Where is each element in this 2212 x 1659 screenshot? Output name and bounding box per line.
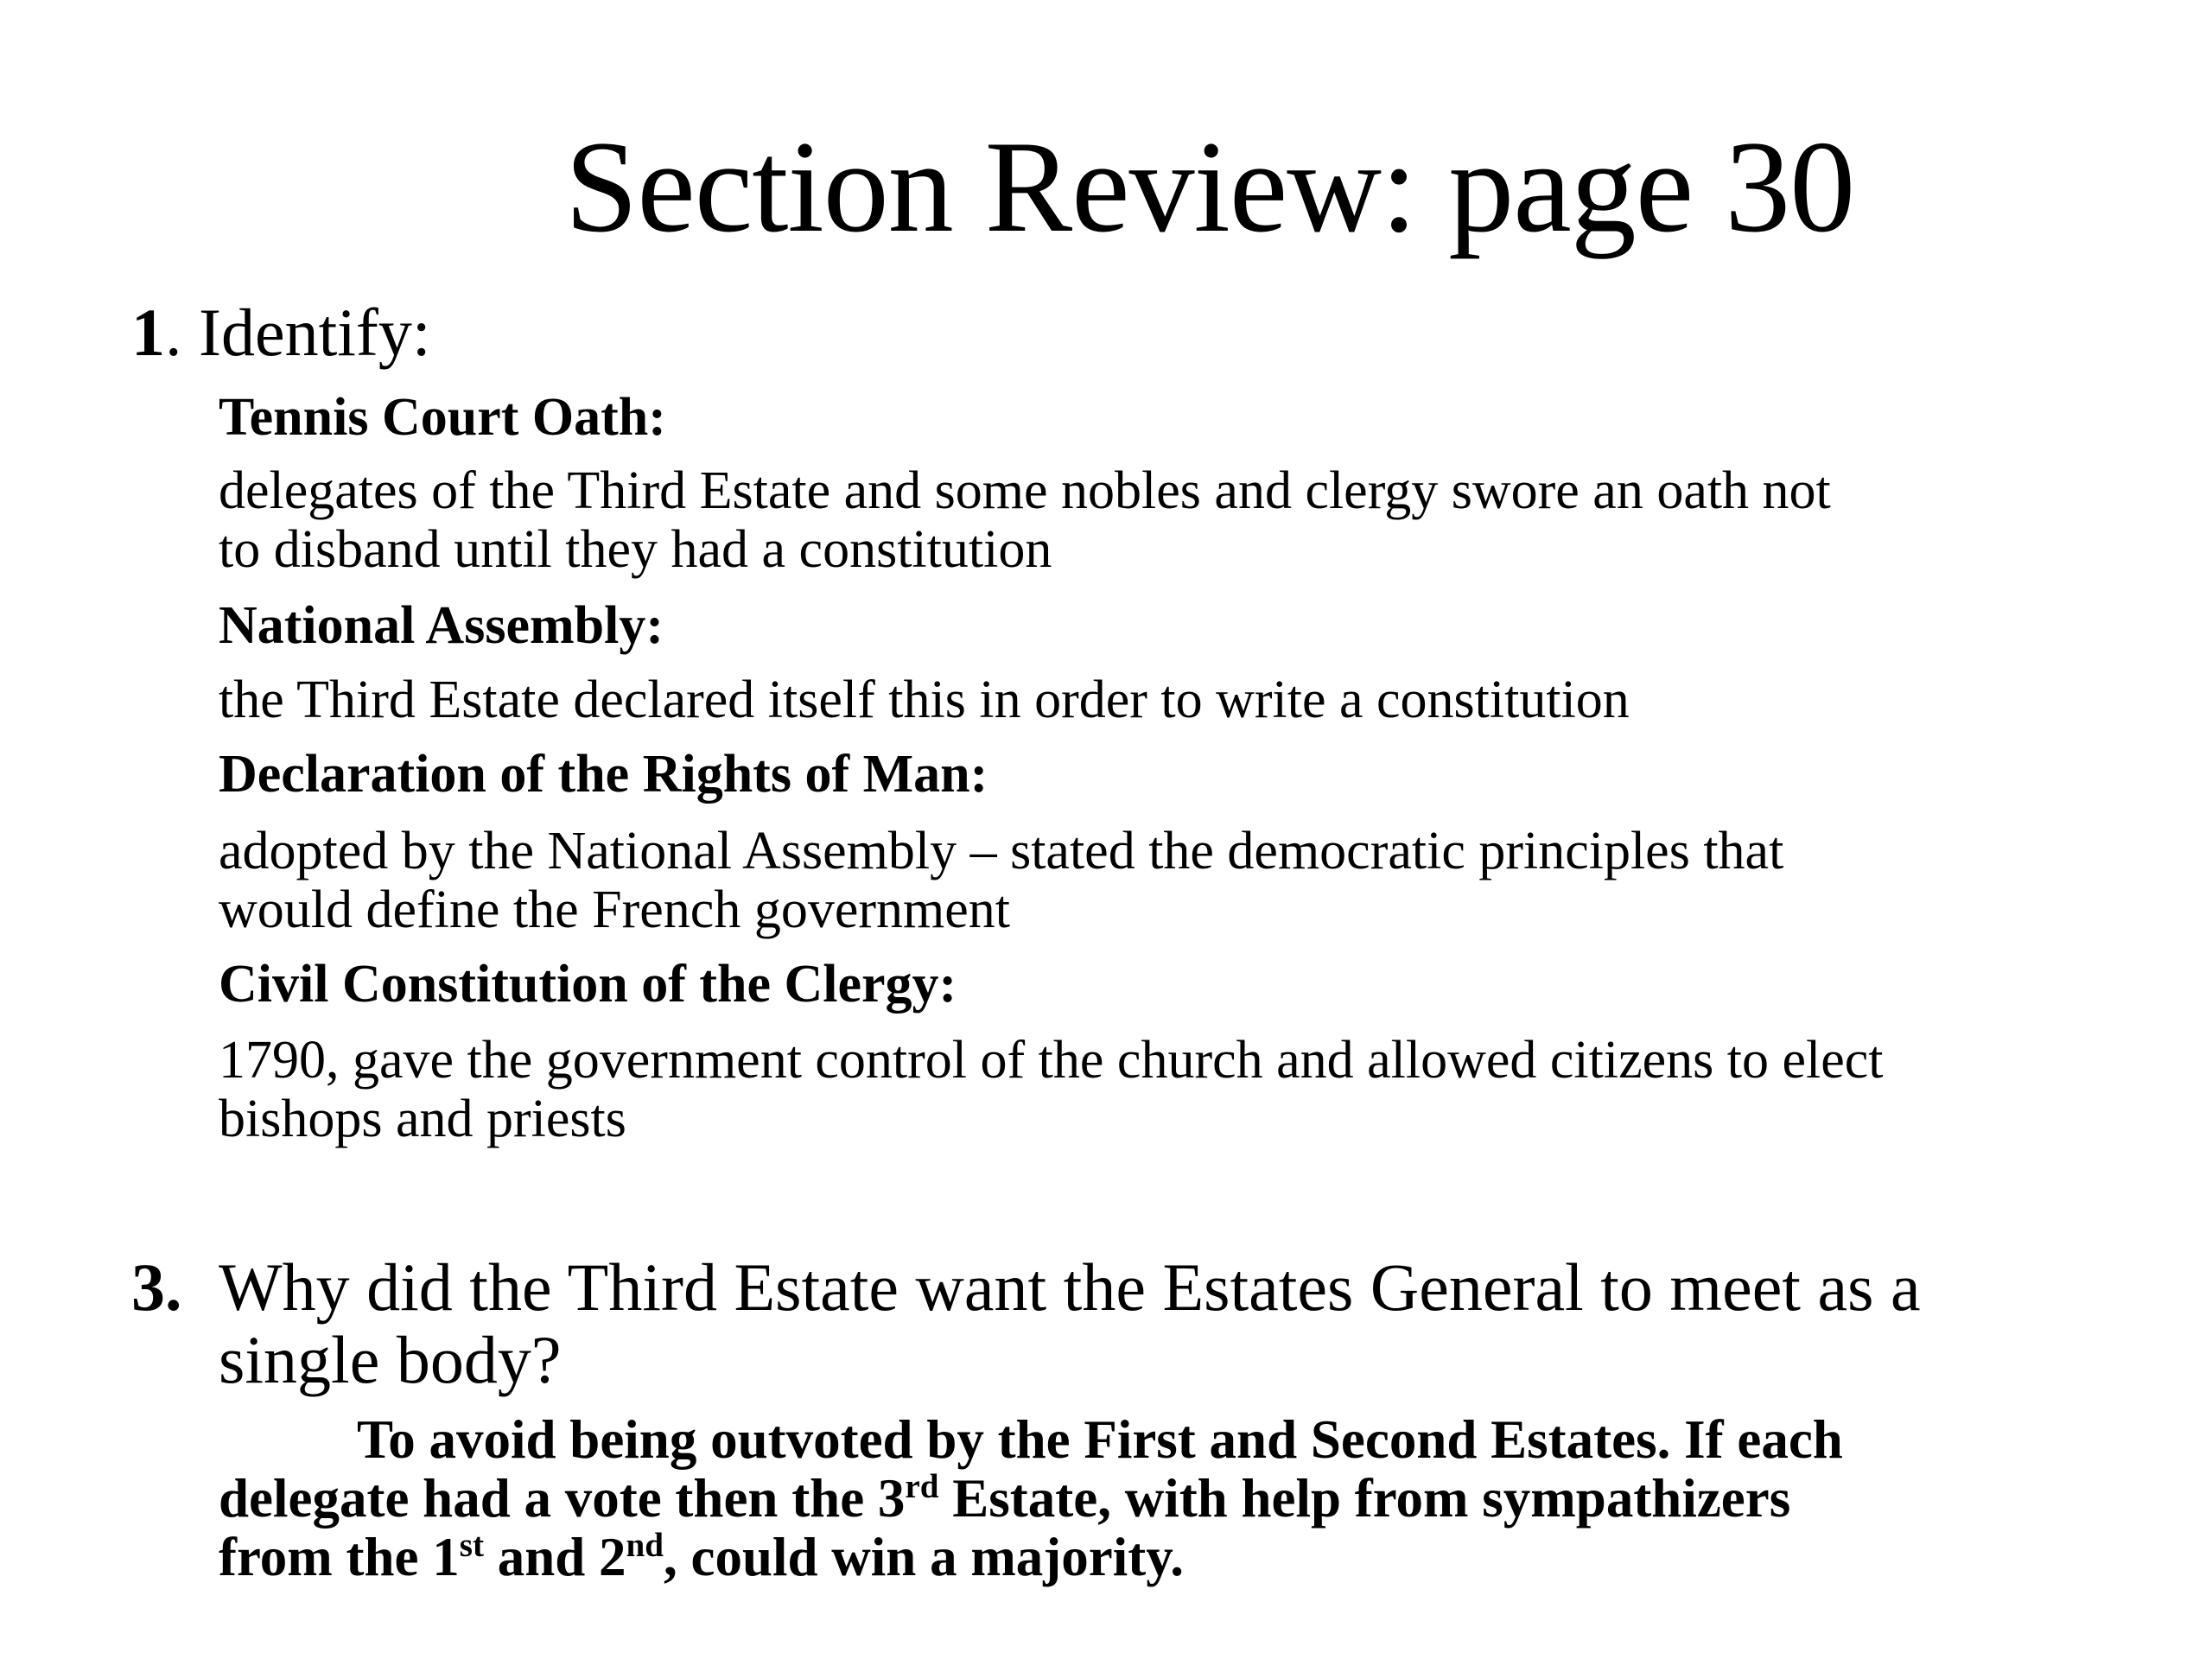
definition-line: the Third Estate declared itself this in order to write a constitution <box>219 671 1630 729</box>
term-national-assembly: National Assembly: <box>219 596 664 655</box>
question-3-number: 3. <box>131 1249 182 1325</box>
answer-part: Estate, with help from sympathizers <box>938 1468 1791 1529</box>
page-title: Section Review: page 30 <box>564 114 1855 259</box>
answer-part: from the 1 <box>219 1527 460 1587</box>
definition-line: would define the French government <box>219 880 1010 939</box>
definition-civil-constitution-clergy <box>219 1031 2120 1148</box>
answer-part: To avoid being outvoted by the First and Second Estates. If each <box>357 1409 1843 1470</box>
term-declaration-rights-of-man: Declaration of the Rights of Man: <box>219 745 988 804</box>
answer-part: delegate had a vote then the 3 <box>219 1468 906 1529</box>
definition-line: 1790, gave the government control of the church and allowed citizens to elect <box>219 1031 1884 1090</box>
question-3-line2: single body? <box>219 1322 562 1397</box>
answer-part: and 2 <box>483 1527 626 1587</box>
definition-line: adopted by the National Assembly – stated the democratic principles that <box>219 822 1784 880</box>
question-1-label: . Identify: <box>165 295 431 370</box>
question-3-line1: Why did the Third Estate want the Estates General to meet as a <box>219 1249 1921 1325</box>
definition-national-assembly <box>219 671 2120 729</box>
definition-tennis-court-oath <box>219 461 2120 579</box>
question-3 <box>131 1251 2119 1396</box>
definition-line: bishops and priests <box>219 1090 626 1148</box>
answer-part: , could win a majority. <box>663 1527 1184 1587</box>
answer-superscript: nd <box>626 1527 664 1564</box>
term-civil-constitution-clergy: Civil Constitution of the Clergy: <box>219 955 957 1014</box>
question-1-heading <box>131 295 431 370</box>
answer-superscript: rd <box>905 1468 939 1505</box>
definition-line: delegates of the Third Estate and some nobles and clergy swore an oath not <box>219 461 1831 520</box>
answer-superscript: st <box>459 1527 484 1564</box>
term-tennis-court-oath: Tennis Court Oath: <box>219 388 666 447</box>
definition-declaration-rights-of-man <box>219 822 2120 939</box>
question-3-answer <box>219 1410 2120 1586</box>
definition-line: to disband until they had a constitution <box>219 520 1052 579</box>
question-1-number: 1 <box>131 295 165 370</box>
